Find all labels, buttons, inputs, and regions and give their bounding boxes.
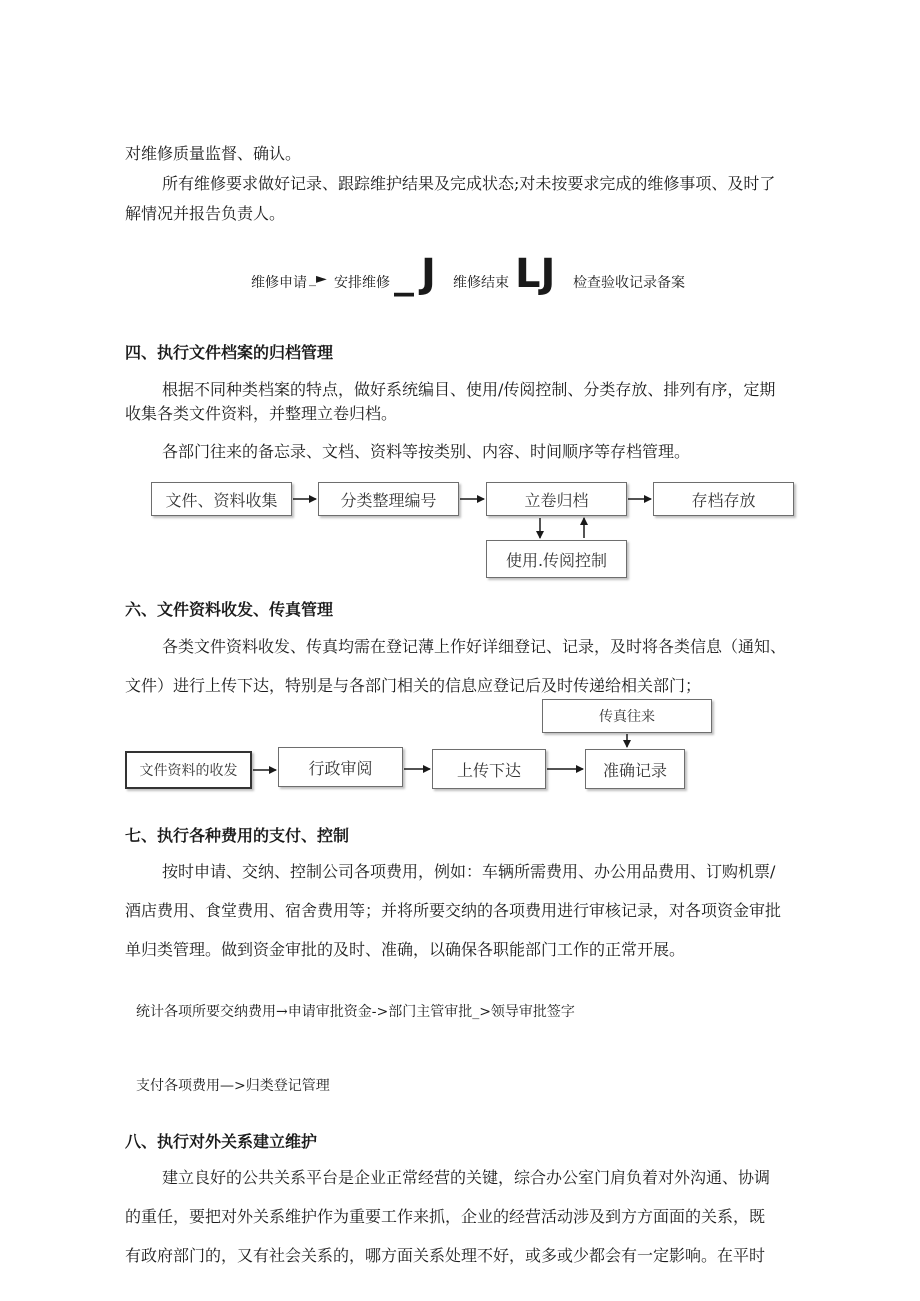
heading-section-7: 七、执行各种费用的支付、控制 [125, 826, 350, 845]
flow-box-relay: 上传下达 [432, 749, 546, 789]
paragraph-fees-line2: 酒店费用、食堂费用、宿舍费用等；并将所要交纳的各项费用进行审核记录，对各项资金审批 [125, 901, 782, 920]
paragraph-relations-line1: 建立良好的公共关系平台是企业正常经营的关键，综合办公室门肩负着对外沟通、协调 [162, 1168, 771, 1187]
paragraph-repair-records-line1: 所有维修要求做好记录、跟踪维护结果及完成状态;对未按要求完成的维修事项、及时了 [162, 174, 776, 193]
flow-box-record: 准确记录 [585, 749, 685, 789]
paragraph-repair-confirm: 对维修质量监督、确认。 [125, 144, 302, 163]
fee-flow-line1: 统计各项所要交纳费用→申请审批资金->部门主管审批_>领导审批签字 [136, 1004, 575, 1020]
paragraph-archive-line2: 收集各类文件资料，并整理立卷归档。 [125, 404, 398, 423]
paragraph-relations-line3: 有政府部门的，又有社会关系的，哪方面关系处理不好，或多或少都会有一定影响。在平时 [125, 1246, 766, 1265]
flow-box-admin-review: 行政审阅 [278, 747, 403, 787]
repair-step-inspect: 检查验收记录备案 [573, 275, 685, 291]
paragraph-fees-line3: 单归类管理。做到资金审批的及时、准确，以确保各职能部门工作的正常开展。 [125, 940, 686, 959]
flow-box-classify: 分类整理编号 [318, 482, 459, 516]
paragraph-fees-line1: 按时申请、交纳、控制公司各项费用，例如：车辆所需费用、办公用品费用、订购机票/ [162, 862, 776, 881]
flow-box-store: 存档存放 [653, 482, 794, 516]
paragraph-archive-memo: 各部门往来的备忘录、文档、资料等按类别、内容、时间顺序等存档管理。 [162, 442, 691, 461]
repair-flow-arrow: _► [309, 271, 327, 287]
heading-section-6: 六、文件资料收发、传真管理 [125, 600, 334, 619]
repair-step-arrange: 安排维修 [334, 275, 390, 291]
paragraph-doc-line2: 文件）进行上传下达，特别是与各部门相关的信息应登记后及时传递给相关部门； [125, 676, 702, 695]
flow-box-use-control: 使用.传阅控制 [486, 540, 627, 578]
flow-box-send-receive: 文件资料的收发 [125, 751, 252, 789]
repair-step-finish: 维修结束 [453, 275, 509, 291]
heading-section-4: 四、执行文件档案的归档管理 [125, 343, 334, 362]
paragraph-relations-line2: 的重任，要把对外关系维护作为重要工作来抓，企业的经营活动涉及到方方面面的关系，既 [125, 1207, 766, 1226]
repair-step-apply: 维修申请 [251, 275, 307, 291]
paragraph-archive-line1: 根据不同种类档案的特点，做好系统编目、使用/传阅控制、分类存放、排列有序，定期 [162, 380, 776, 399]
flow-box-collect: 文件、资料收集 [151, 482, 292, 516]
paragraph-repair-records-line2: 解情况并报告负责人。 [125, 204, 286, 223]
flow-box-file: 立卷归档 [486, 482, 627, 516]
repair-flow-glyph-j: J [421, 251, 436, 297]
flow-box-fax: 传真往来 [542, 699, 712, 733]
paragraph-doc-line1: 各类文件资料收发、传真均需在登记薄上作好详细登记、记录，及时将各类信息（通知、 [162, 637, 787, 656]
repair-flow-glyph-lj: LJ [515, 251, 556, 297]
fee-flow-line2: 支付各项费用—>归类登记管理 [136, 1078, 330, 1094]
repair-flow-underscore: _ [394, 251, 414, 297]
heading-section-8: 八、执行对外关系建立维护 [125, 1132, 318, 1151]
